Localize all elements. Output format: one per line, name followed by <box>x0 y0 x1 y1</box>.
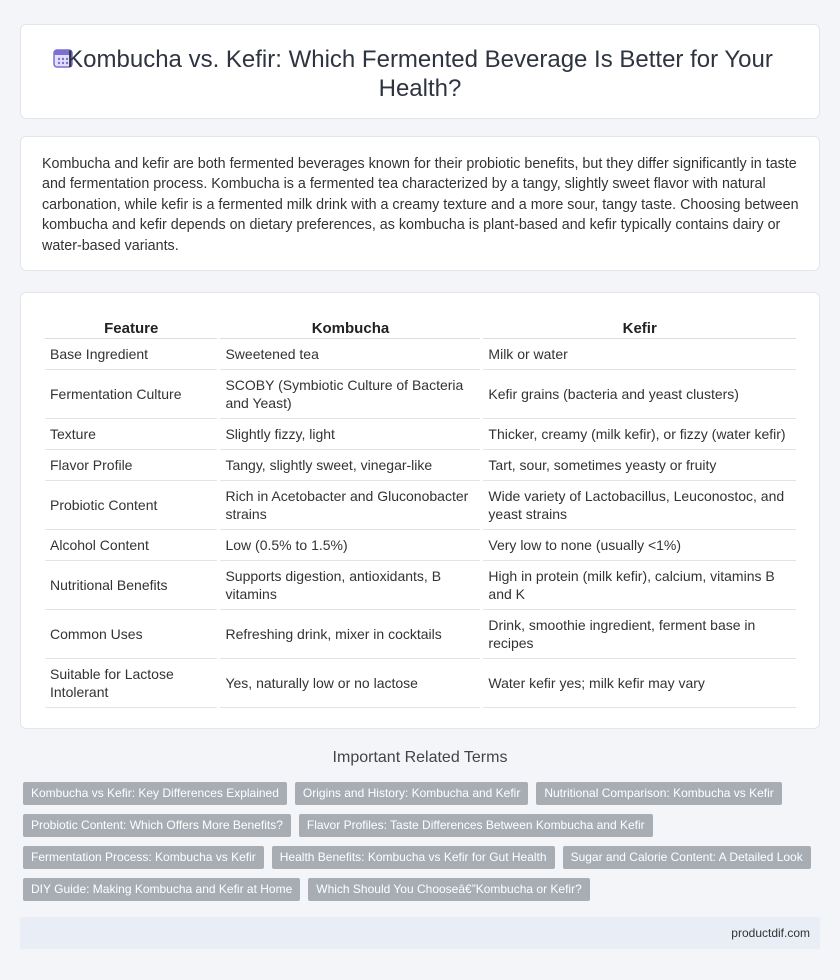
table-cell: Refreshing drink, mixer in cocktails <box>220 610 480 659</box>
table-row <box>45 481 796 530</box>
comparison-table <box>42 317 799 708</box>
related-tag[interactable]: Sugar and Calorie Content: A Detailed Look <box>563 846 811 869</box>
related-tag[interactable]: Origins and History: Kombucha and Kefir <box>295 782 528 805</box>
table-row <box>45 610 796 659</box>
table-cell: Thicker, creamy (milk kefir), or fizzy (water kefir) <box>483 419 796 450</box>
table-cell: Tangy, slightly sweet, vinegar-like <box>220 450 480 481</box>
page-title-line-2: Health? <box>378 75 462 102</box>
table-cell: Wide variety of Lactobacillus, Leuconostoc, and yeast strains <box>483 481 796 530</box>
table-cell: Rich in Acetobacter and Gluconobacter strains <box>220 481 480 530</box>
table-row <box>45 659 796 708</box>
table-cell: Common Uses <box>45 610 217 659</box>
table-row <box>45 339 796 370</box>
header-kefir: Kefir <box>483 317 796 339</box>
table-row <box>45 419 796 450</box>
table-cell: Low (0.5% to 1.5%) <box>220 530 480 561</box>
tag-row <box>23 782 818 805</box>
table-cell: Slightly fizzy, light <box>220 419 480 450</box>
table-cell: Base Ingredient <box>45 339 217 370</box>
related-tag[interactable]: Kombucha vs Kefir: Key Differences Explained <box>23 782 287 805</box>
header-feature: Feature <box>45 317 217 339</box>
intro-card <box>20 136 820 271</box>
table-row <box>45 450 796 481</box>
page-title <box>45 45 795 103</box>
table-row <box>45 561 796 610</box>
table-row <box>45 530 796 561</box>
table-cell: Yes, naturally low or no lactose <box>220 659 480 708</box>
tag-row <box>23 814 818 837</box>
intro-paragraph: Kombucha and kefir are both fermented beverages known for their probiotic benefits, but they differ significantly in taste and fermentation process. Kombucha is a fermented tea characterized by a tangy, slightly sweet flavor with natural carbonation, while kefir is a fermented milk drink with a creamy texture and a more sour, tangy taste. Choosing between kombucha and kefir depends on dietary preferences, as kombucha is plant-based and kefir typically contains dairy or water-based variants. <box>42 156 799 254</box>
related-terms-tags <box>23 782 818 910</box>
header-kombucha: Kombucha <box>220 317 480 339</box>
footer-site-link[interactable]: productdif.com <box>731 926 810 940</box>
table-cell: Tart, sour, sometimes yeasty or fruity <box>483 450 796 481</box>
comparison-card <box>20 292 820 729</box>
table-cell: Water kefir yes; milk kefir may vary <box>483 659 796 708</box>
table-cell: Suitable for Lactose Intolerant <box>45 659 217 708</box>
tag-row <box>23 878 818 901</box>
table-cell: Milk or water <box>483 339 796 370</box>
table-cell: Very low to none (usually <1%) <box>483 530 796 561</box>
table-cell: Nutritional Benefits <box>45 561 217 610</box>
table-cell: Probiotic Content <box>45 481 217 530</box>
table-cell: Fermentation Culture <box>45 370 217 419</box>
table-cell: Flavor Profile <box>45 450 217 481</box>
related-tag[interactable]: Which Should You Chooseâ€”Kombucha or Kefir? <box>308 878 590 901</box>
related-terms-title: Important Related Terms <box>332 749 508 766</box>
related-tag[interactable]: Fermentation Process: Kombucha vs Kefir <box>23 846 264 869</box>
table-header-row <box>45 317 796 339</box>
related-tag[interactable]: Health Benefits: Kombucha vs Kefir for Gut Health <box>272 846 555 869</box>
table-row <box>45 370 796 419</box>
title-card <box>20 24 820 119</box>
related-tag[interactable]: Flavor Profiles: Taste Differences Between Kombucha and Kefir <box>299 814 653 837</box>
related-tag[interactable]: Nutritional Comparison: Kombucha vs Kefir <box>536 782 781 805</box>
table-cell: Kefir grains (bacteria and yeast clusters) <box>483 370 796 419</box>
related-tag[interactable]: Probiotic Content: Which Offers More Benefits? <box>23 814 291 837</box>
table-cell: Supports digestion, antioxidants, B vitamins <box>220 561 480 610</box>
table-cell: Drink, smoothie ingredient, ferment base in recipes <box>483 610 796 659</box>
related-tag[interactable]: DIY Guide: Making Kombucha and Kefir at Home <box>23 878 300 901</box>
table-cell: High in protein (milk kefir), calcium, vitamins B and K <box>483 561 796 610</box>
table-cell: Alcohol Content <box>45 530 217 561</box>
table-cell: Texture <box>45 419 217 450</box>
table-cell: SCOBY (Symbiotic Culture of Bacteria and Yeast) <box>220 370 480 419</box>
table-cell: Sweetened tea <box>220 339 480 370</box>
footer <box>20 917 820 949</box>
page-title-line-1: Kombucha vs. Kefir: Which Fermented Beverage Is Better for Your <box>67 46 773 73</box>
tag-row <box>23 846 818 869</box>
